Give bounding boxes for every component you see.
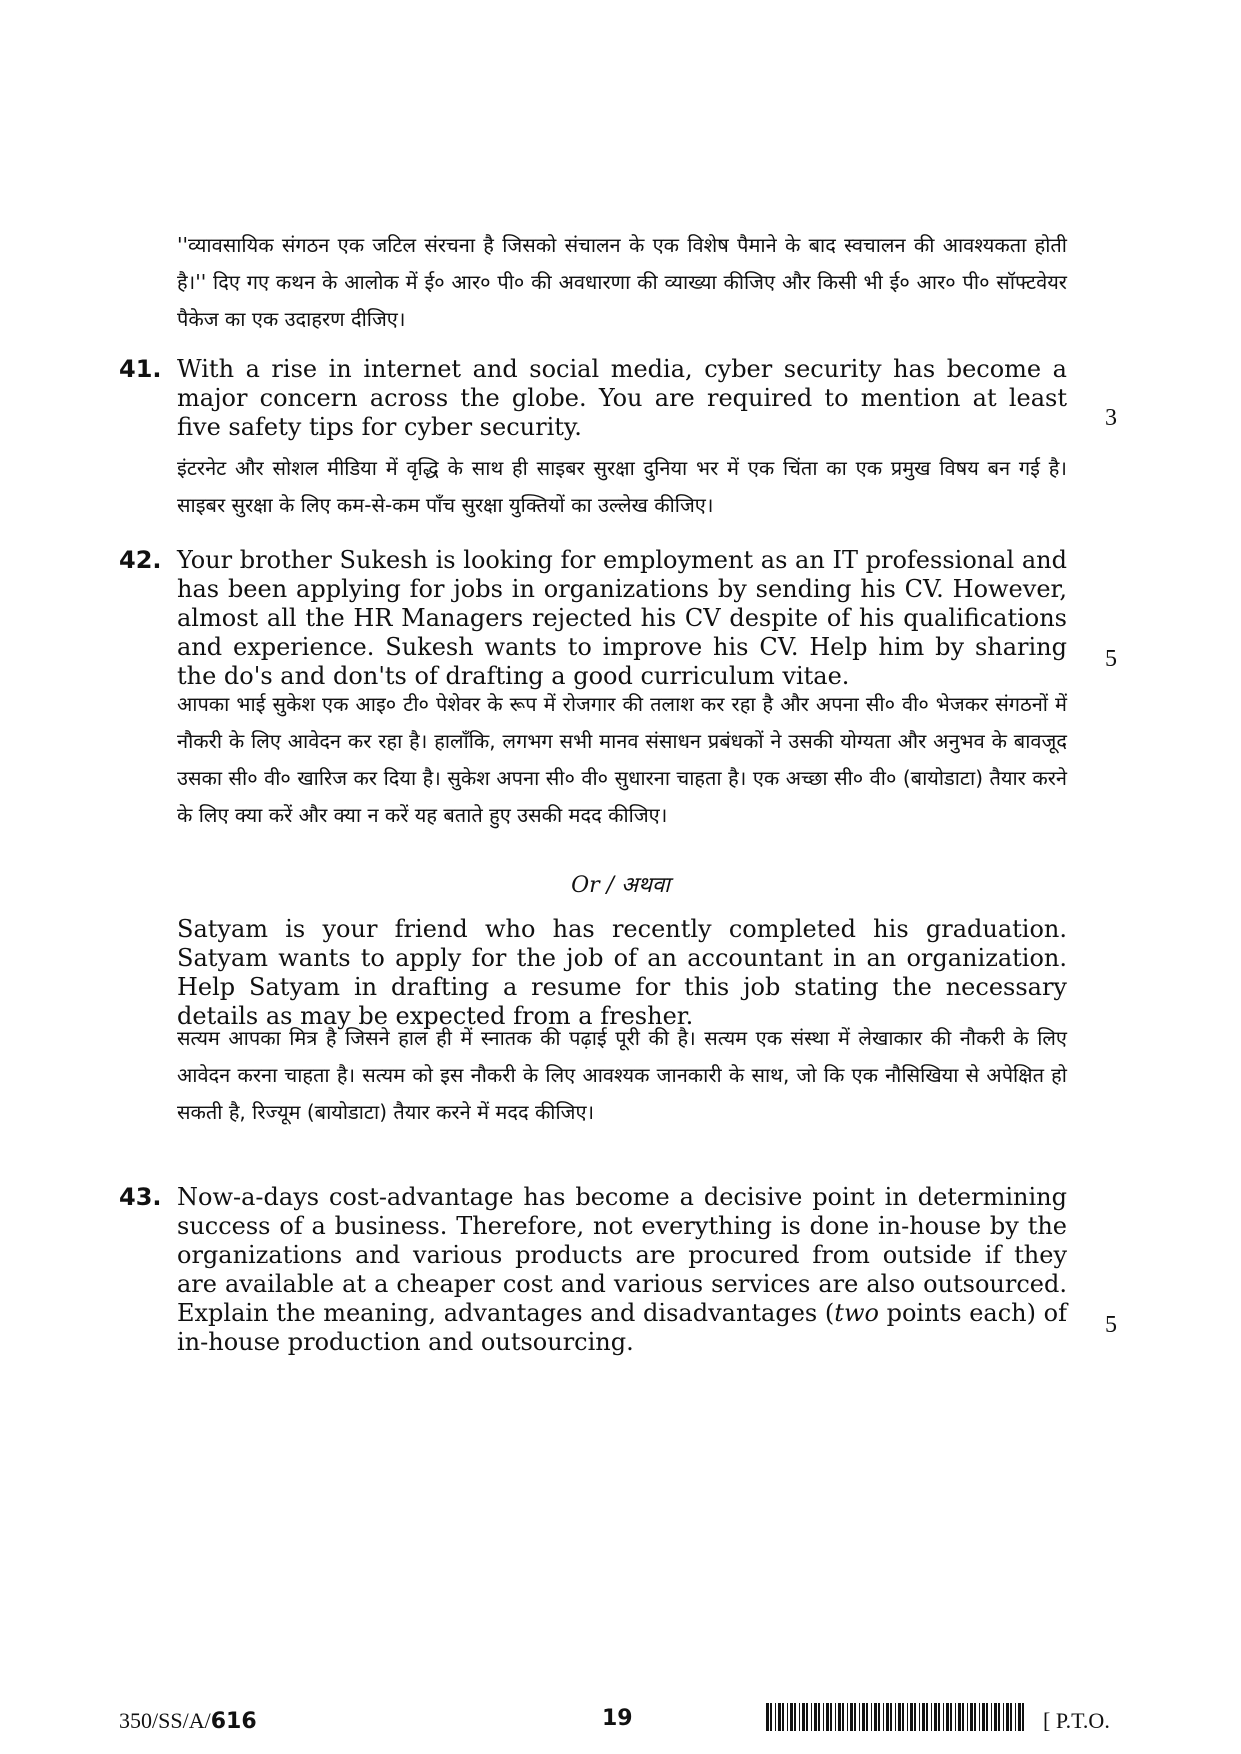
question-english-text: With a rise in internet and social media, cyber security has become a major concern across the globe. You are required to mention at least five safety tips for cyber security. [177,355,1067,441]
paper-code [119,1708,257,1734]
question-number: 41. [119,355,162,383]
barcode-icon [766,1703,1028,1731]
intro-hindi-text: ''व्यावसायिक संगठन एक जटिल संरचना है जिसको संचालन के एक विशेष पैमाने के बाद स्वचालन की आवश्यकता होती है।'' दिए गए कथन के आलोक में ई० आर० पी० की अवधारणा की व्याख्या कीजिए और किसी भी ई० आर० पी० सॉफ्टवेयर पैकेज का एक उदाहरण दीजिए। [177,233,1067,331]
question-english-text: Your brother Sukesh is looking for employment as an IT professional and has been applying for jobs in organizations by sending his CV. However, almost all the HR Managers rejected his CV despite of his qualifications and experience. Sukesh wants to improve his CV. Help him by sharing the do's and don'ts of drafting a good curriculum vitae. [177,546,1067,690]
question-number: 43. [119,1183,162,1211]
alternative-hindi-text: सत्यम आपका मित्र है जिसने हाल ही में स्नातक की पढ़ाई पूरी की है। सत्यम एक संस्था में लेखाकार की नौकरी के लिए आवेदन करना चाहता है। सत्यम को इस नौकरी के लिए आवश्यक जानकारी के साथ, जो कि एक नौसिखिया से अपेक्षित हो सकती है, रिज्यूम (बायोडाटा) तैयार करने में मदद कीजिए। [177,1026,1067,1124]
alternative-english-text: Satyam is your friend who has recently completed his graduation. Satyam wants to apply for the job of an accountant in an organization. Help Satyam in drafting a resume for this job stating the necessary details as may be expected from a fresher. [177,915,1067,1030]
question-text-part: Now-a-days cost-advantage has become a decisive point in determining success of a business. Therefore, not everything is done in-house by the organizations and various products are procured from outside if they are available at a cheaper cost and various services are also outsourced. Explain the meaning, advantages and disadvantages ( [177,1183,1067,1327]
question-marks: 5 [1105,1312,1117,1338]
paper-code-number: 616 [210,1709,257,1734]
question-hindi-text: इंटरनेट और सोशल मीडिया में वृद्धि के साथ ही साइबर सुरक्षा दुनिया भर में एक चिंता का एक प्रमुख विषय बन गई है। साइबर सुरक्षा के लिए कम-से-कम पाँच सुरक्षा युक्तियों का उल्लेख कीजिए। [177,456,1067,517]
or-divider: Or / अथवा [571,873,670,898]
question-text-part: points each) of in-house production and outsourcing. [177,1299,1067,1356]
pto-label: [ P.T.O. [1043,1708,1110,1733]
question-english-text [177,1183,1067,1357]
question-marks: 5 [1105,646,1117,672]
question-marks: 3 [1105,405,1117,431]
page-number: 19 [602,1706,633,1731]
question-number: 42. [119,546,162,574]
paper-code-prefix: 350/SS/A/ [119,1708,211,1733]
emphasis-text: two [834,1299,879,1327]
question-hindi-text: आपका भाई सुकेश एक आइ० टी० पेशेवर के रूप में रोजगार की तलाश कर रहा है और अपना सी० वी० भेजकर संगठनों में नौकरी के लिए आवेदन कर रहा है। हालाँकि, लगभग सभी मानव संसाधन प्रबंधकों ने उसकी योग्यता और अनुभव के बावजूद उसका सी० वी० खारिज कर दिया है। सुकेश अपना सी० वी० सुधारना चाहता है। एक अच्छा सी० वी० (बायोडाटा) तैयार करने के लिए क्या करें और क्या न करें यह बताते हुए उसकी मदद कीजिए। [177,692,1067,827]
